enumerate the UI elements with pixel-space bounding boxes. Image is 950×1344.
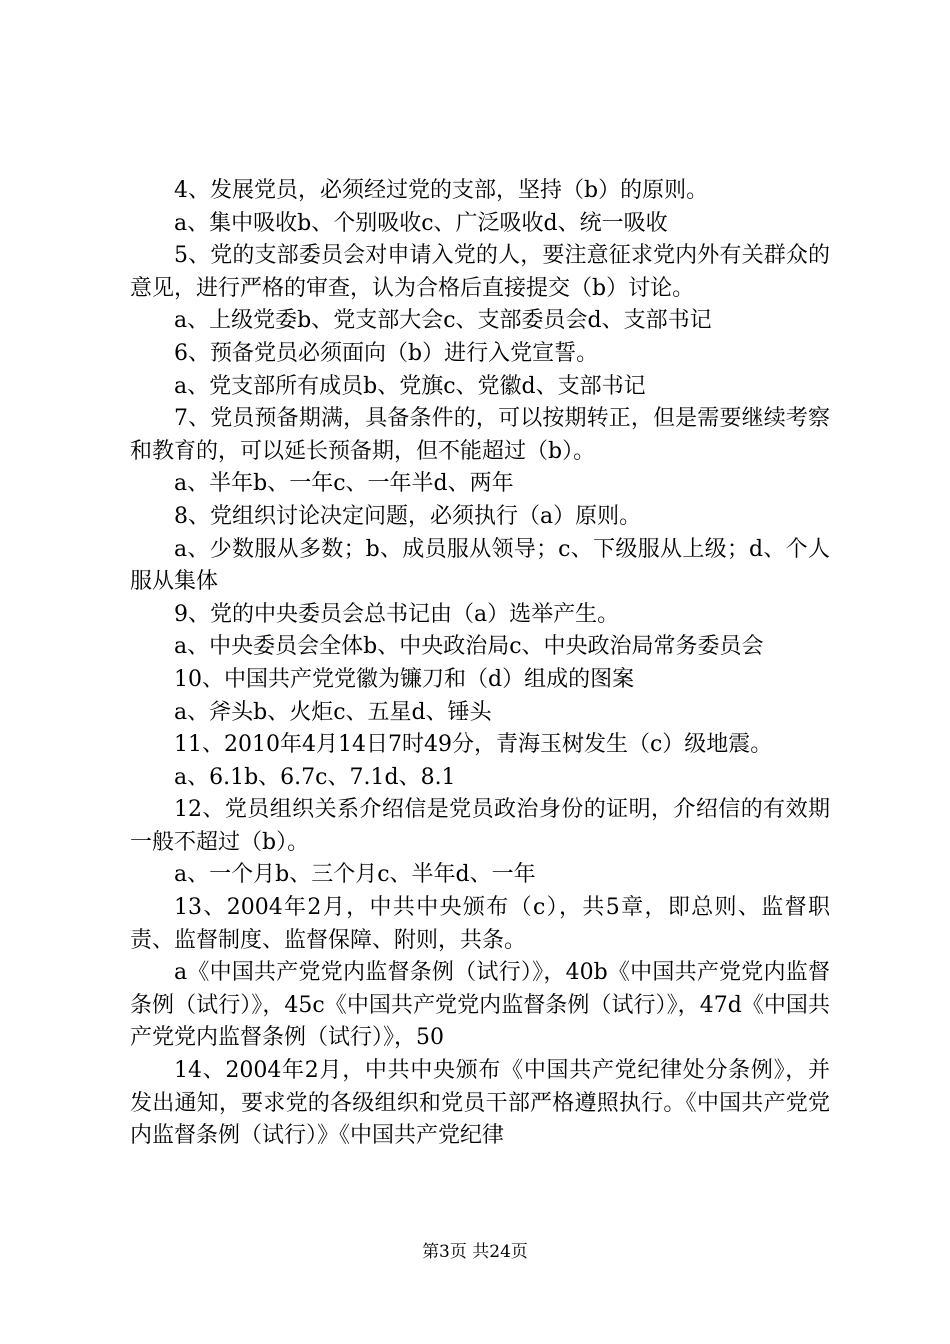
paragraph-q7-options: a、半年b、一年c、一年半d、两年 [174,471,514,497]
paragraph-q10: 10、中国共产党党徽为镰刀和（d）组成的图案 [174,666,635,692]
paragraph-q12: 12、党员组织关系介绍信是党员政治身份的证明，介绍信的有效期一般不超过（b）。 [130,797,830,855]
paragraph-q9-options: a、中央委员会全体b、中央政治局c、中央政治局常务委员会 [174,634,764,660]
paragraph-q6: 6、预备党员必须面向（b）进行入党宣誓。 [174,340,599,366]
paragraph-q11: 11、2010年4月14日7时49分，青海玉树发生（c）级地震。 [174,732,773,758]
page-number-label: 第3页 共24页 [422,1242,528,1262]
paragraph-q7: 7、党员预备期满，具备条件的，可以按期转正，但是需要继续考察和教育的，可以延长预备期，但不能超过（b）。 [130,406,830,464]
paragraph-q10-options: a、斧头b、火炬c、五星d、锤头 [174,699,492,725]
page-footer [0,1242,950,1262]
paragraph-q5-options: a、上级党委b、党支部大会c、支部委员会d、支部书记 [174,308,712,334]
paragraph-q9: 9、党的中央委员会总书记由（a）选举产生。 [174,601,620,627]
paragraph-q5: 5、党的支部委员会对申请入党的人，要注意征求党内外有关群众的意见，进行严格的审查，认为合格后直接提交（b）讨论。 [130,243,830,301]
paragraph-q4: 4、发展党员，必须经过党的支部，坚持（b）的原则。 [174,178,709,203]
paragraph-q13: 13、2004年2月，中共中央颁布（c），共5章，即总则、监督职责、监督制度、监督保障、附则，共条。 [130,895,830,953]
paragraph-q8: 8、党组织讨论决定问题，必须执行（a）原则。 [174,503,642,529]
paragraph-q11-options: a、6.1b、6.7c、7.1d、8.1 [174,764,456,790]
paragraph-q12-options: a、一个月b、三个月c、半年d、一年 [174,862,536,888]
paragraph-q6-options: a、党支部所有成员b、党旗c、党徽d、支部书记 [174,373,646,399]
paragraph-q4-options: a、集中吸收b、个别吸收c、广泛吸收d、统一吸收 [174,210,668,236]
paragraph-q8-options: a、少数服从多数；b、成员服从领导；c、下级服从上级；d、个人服从集体 [130,536,830,595]
document-body [130,175,830,1153]
paragraph-q13-options: a《中国共产党党内监督条例（试行）》，40b《中国共产党党内监督条例（试行）》，45c《中国共产党党内监督条例（试行）》，47d《中国共产党党内监督条例（试行）》，50 [130,960,830,1051]
paragraph-q14: 14、2004年2月，中共中央颁布《中国共产党纪律处分条例》，并发出通知，要求党的各级组织和党员干部严格遵照执行。《中国共产党党内监督条例（试行）》《中国共产党纪律 [130,1058,830,1149]
